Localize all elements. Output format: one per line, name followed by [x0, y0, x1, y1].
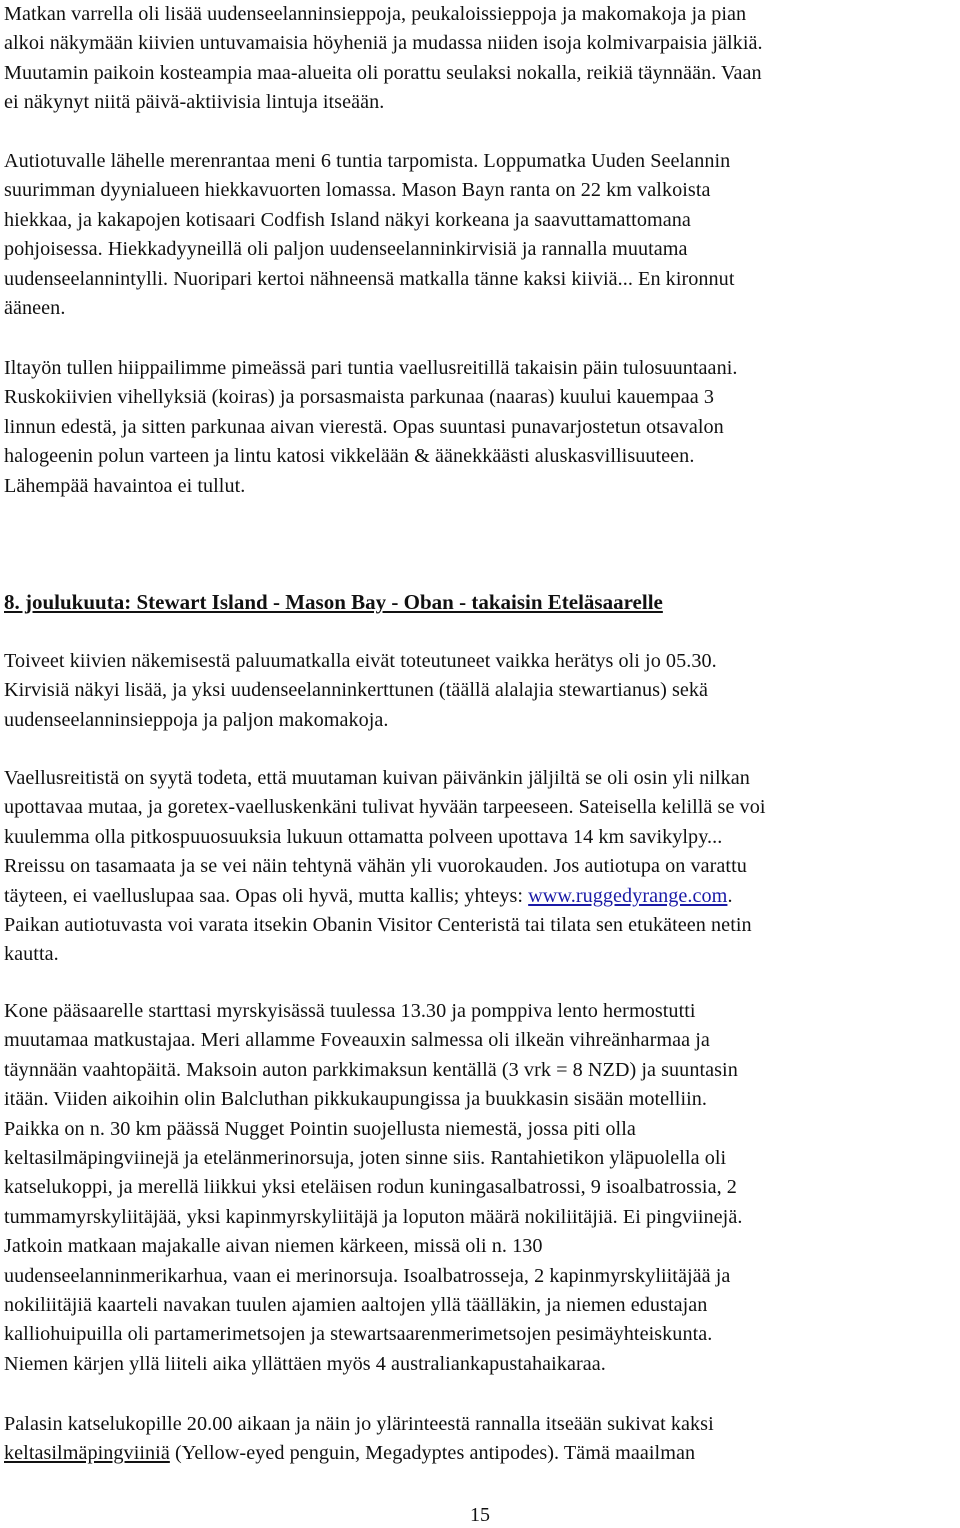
page-number: 15: [470, 1504, 490, 1526]
paragraph-2: [4, 147, 948, 323]
paragraph-6: [4, 997, 948, 1379]
underlined-term: keltasilmäpingviiniä: [4, 1442, 170, 1465]
text-line: Ruskokiivien vihellyksiä (koiras) ja porsasmaista parkunaa (naaras) kuului kauempaa 3: [4, 386, 715, 409]
text-line: Palasin katselukopille 20.00 aikaan ja näin jo ylärinteestä rannalla itseään sukivat kaksi: [4, 1413, 714, 1435]
section-heading: 8. joulukuuta: Stewart Island - Mason Bay - Oban - takaisin Eteläsaarelle: [4, 590, 663, 614]
text-line: linnun edestä, ja sitten parkunaa aivan vierestä. Opas suuntasi punavarjostetun otsavalon: [4, 415, 724, 438]
paragraph-1: [4, 0, 948, 118]
text-line: Muutamin paikoin kosteampia maa-alueita oli porattu seulaksi nokalla, reikiä täynnään. Vaan: [4, 61, 762, 84]
text-line: Jatkoin matkaan majakalle aivan niemen kärkeen, missä oli n. 130: [4, 1235, 543, 1258]
text-line: itään. Viiden aikoihin olin Balcluthan pikkukaupungissa ja buukkasin sisään motelliin.: [4, 1088, 708, 1111]
text-line: kuulemma olla pitkospuuosuuksia lukuun ottamatta polveen upottava 14 km savikylpy...: [4, 825, 723, 848]
text-line: Kirvisiä näkyi lisää, ja yksi uudenseelanninkerttunen (täällä alalajia stewartianus) sekä: [4, 679, 709, 702]
paragraph-7: [4, 1410, 948, 1469]
text-line: tummamyrskyliitäjää, yksi kapinmyrskyliitäjä ja loputon määrä nokiliitäjiä. Ei pingviinejä.: [4, 1205, 743, 1228]
text-line: Toiveet kiivien näkemisestä paluumatkalla eivät toteutuneet vaikka herätys oli jo 05.30.: [4, 650, 717, 672]
text-line: Paikan autiotuvasta voi varata itsekin Obanin Visitor Centeristä tai tilata sen etukäteen netin: [4, 914, 752, 937]
text-line: Lähempää havaintoa ei tullut.: [4, 474, 246, 497]
text-line: pohjoisessa. Hiekkadyyneillä oli paljon uudenseelanninkirvisiä ja rannalla muutama: [4, 238, 688, 261]
text-line: ei näkynyt niitä päivä-aktiivisia lintuja itseään.: [4, 91, 385, 114]
text-line: Vaellusreitistä on syytä todeta, että muutaman kuivan päivänkin jäljiltä se oli osin yli nilkan: [4, 767, 750, 789]
text-line: suurimman dyynialueen hiekkavuorten lomassa. Mason Bayn ranta on 22 km valkoista: [4, 179, 711, 202]
text-line-suffix: (Yellow-eyed penguin, Megadyptes antipodes). Tämä maailman: [169, 1442, 696, 1465]
text-line: alkoi näkymään kiivien untuvamaisia höyheniä ja mudassa niiden isoja kolmivarpaisia jälkiä.: [4, 32, 763, 55]
paragraph-3: [4, 354, 948, 501]
text-line: halogeenin polun varteen ja lintu katosi vikkelään & äänekkäästi aluskasvillisuuteen.: [4, 445, 695, 468]
text-line-suffix: .: [727, 884, 733, 907]
text-line: upottavaa mutaa, ja goretex-vaelluskenkäni tulivat hyvään tarpeeseen. Sateisella kelillä se voi: [4, 796, 766, 819]
paragraph-4: [4, 647, 948, 735]
text-line: [4, 882, 948, 911]
paragraph-5: [4, 764, 948, 970]
text-line: Iltayön tullen hiippailimme pimeässä pari tuntia vaellusreitillä takaisin päin tulosuuntaani.: [4, 357, 738, 379]
text-line: kalliohuipuilla oli partamerimetsojen ja stewartsaarenmerimetsojen pesimäyhteiskunta.: [4, 1323, 713, 1346]
text-line: Niemen kärjen yllä liiteli aika yllättäen myös 4 australiankapustahaikaraa.: [4, 1352, 606, 1375]
text-line: nokiliitäjiä kaarteli navakan tuulen ajamien aaltojen yllä täälläkin, ja niemen edustajan: [4, 1294, 708, 1317]
text-line: Autiotuvalle lähelle merenrantaa meni 6 tuntia tarpomista. Loppumatka Uuden Seelannin: [4, 150, 731, 172]
text-line-prefix: täyteen, ei vaelluslupaa saa. Opas oli hyvä, mutta kallis; yhteys:: [4, 884, 529, 907]
text-line: täynnään vaahtopäitä. Maksoin auton parkkimaksun kentällä (3 vrk = 8 NZD) ja suuntasin: [4, 1058, 738, 1081]
text-line: uudenseelanninsieppoja ja paljon makomakoja.: [4, 708, 389, 731]
text-line: uudenseelanninmerikarhua, vaan ei merinorsuja. Isoalbatrosseja, 2 kapinmyrskyliitäjää ja: [4, 1264, 731, 1287]
ruggedyrange-link[interactable]: www.ruggedyrange.com: [528, 884, 728, 907]
text-line: ääneen.: [4, 297, 66, 320]
text-line: Paikka on n. 30 km päässä Nugget Pointin suojellusta niemestä, jossa piti olla: [4, 1117, 636, 1140]
text-line: keltasilmäpingviinejä ja etelänmerinorsuja, joten sinne siis. Rantahietikon yläpuolella oli: [4, 1147, 727, 1170]
text-line: hiekkaa, ja kakapojen kotisaari Codfish Island näkyi korkeana ja saavuttamattomana: [4, 208, 691, 231]
text-line: Kone pääsaarelle starttasi myrskyisässä tuulessa 13.30 ja pomppiva lento hermostutti: [4, 1000, 696, 1022]
text-line: Rreissu on tasamaata ja se vei näin tehtynä vähän yli vuorokauden. Jos autiotupa on varattu: [4, 855, 747, 878]
text-line: uudenseelannintylli. Nuoripari kertoi nähneensä matkalla tänne kaksi kiiviä... En kironnut: [4, 267, 735, 290]
text-line: katselukoppi, ja merellä liikkui yksi eteläisen rodun kuningasalbatrossi, 9 isoalbatrossia, 2: [4, 1176, 737, 1199]
text-line: Matkan varrella oli lisää uudenseelanninsieppoja, peukaloissieppoja ja makomakoja ja pian: [4, 3, 747, 25]
text-line: kautta.: [4, 943, 59, 966]
text-line: [4, 1439, 948, 1468]
text-line: muutamaa matkustajaa. Meri allamme Foveauxin salmessa oli ilkeän vihreänharmaa ja: [4, 1029, 710, 1052]
